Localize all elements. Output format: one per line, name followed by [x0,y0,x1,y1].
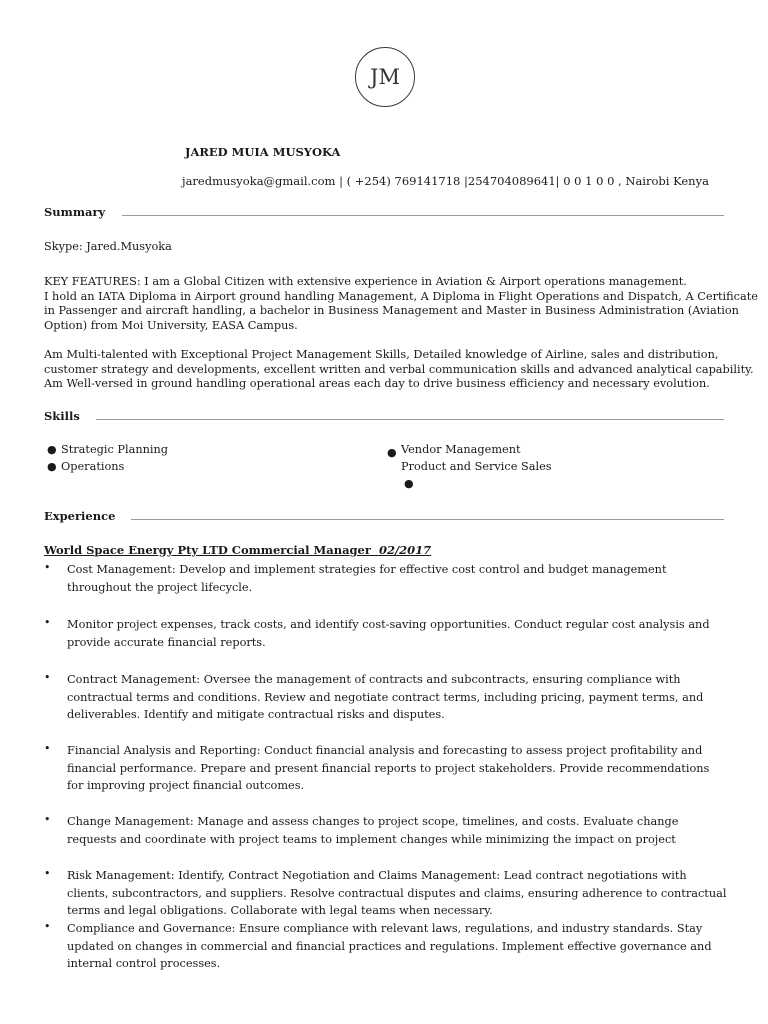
skill-item: Product and Service Sales [401,460,552,473]
experience-text: Financial Analysis and Reporting: Conduct financial analysis and forecasting to assess project profitability and financial performance. Prepare and present financial reports to project stakeholders. Provide recommendations for improving project financial outcomes. [67,744,710,792]
bullet-icon: • [44,920,51,933]
bullet-icon: • [44,561,51,574]
experience-text: Compliance and Governance: Ensure compliance with relevant laws, regulations, and industry standards. Stay updated on changes in commercial and financial practices and regulations. Implement effective governance and internal control processes. [67,922,712,970]
key-features-paragraph [44,275,758,333]
key-features-line: I hold an IATA Diploma in Airport ground handling Management, A Diploma in Flight Operations and Dispatch, A Certificate [44,289,758,303]
talent-line: Am Well-versed in ground handling operational areas each day to drive business efficiency and necessary evolution. [44,377,710,390]
talent-paragraph [44,348,754,392]
experience-text: Contract Management: Oversee the management of contracts and subcontracts, ensuring compliance with contractual terms and conditions. Review and negotiate contract terms, including pricing, payment terms, and deliverables. Identify and mitigate contractual risks and disputes. [67,673,704,721]
skill-item: Operations [61,460,125,473]
candidate-name: JARED MUIA MUSYOKA [185,145,341,159]
experience-text: Risk Management: Identify, Contract Negotiation and Claims Management: Lead contract negotiations with clients, subcontractors, and suppliers. Resolve contractual disputes and claims, ensuring adherence to contractual terms and legal obligations. Collaborate with legal teams when necessary. [67,869,727,917]
skills-divider [96,419,724,420]
skype-line: Skype: Jared.Musyoka [44,240,172,253]
experience-text: Cost Management: Develop and implement strategies for effective cost control and budget management throughout the project lifecycle. [67,563,667,594]
experience-text: Monitor project expenses, track costs, and identify cost-saving opportunities. Conduct regular cost analysis and provide accurate financial reports. [67,618,710,649]
job-date: 02/2017 [378,543,432,557]
bullet-icon: • [44,867,51,880]
key-features-line: in Passenger and aircraft handling, a bachelor in Business Management and Master in Business Administration (Aviation [44,304,739,317]
skills-heading: Skills [44,409,80,423]
skill-item: Strategic Planning [61,443,169,456]
key-features-line: KEY FEATURES: I am a Global Citizen with extensive experience in Aviation & Airport operations management. [44,275,687,288]
bullet-icon: ● [404,477,414,490]
summary-divider [122,215,724,216]
monogram-logo: JM [355,47,415,107]
job-company-role: World Space Energy Pty LTD Commercial Manager [44,543,371,557]
bullet-icon: ● [47,460,57,473]
bullet-icon: • [44,671,51,684]
key-features-line: Option) from Moi University, EASA Campus. [44,318,298,332]
bullet-icon: • [44,616,51,629]
summary-heading: Summary [44,205,106,219]
bullet-icon: ● [47,443,57,456]
experience-heading: Experience [44,509,116,523]
skill-item: Vendor Management [401,443,521,456]
talent-line: Am Multi-talented with Exceptional Project Management Skills, Detailed knowledge of Airline, sales and distribution, [44,348,719,361]
bullet-icon: • [44,742,51,755]
job-title [44,543,431,557]
experience-divider [131,519,724,520]
talent-line: customer strategy and developments, excellent written and verbal communication skills and advanced analytical capability. [44,362,754,376]
bullet-icon: • [44,813,51,826]
bullet-icon: ● [387,446,397,459]
experience-text: Change Management: Manage and assess changes to project scope, timelines, and costs. Evaluate change requests and coordinate with project teams to implement changes while minimizing the impact on project [67,815,679,846]
contact-line: jaredmusyoka@gmail.com | ( +254) 769141718 |254704089641| 0 0 1 0 0 , Nairobi Kenya [182,174,709,188]
